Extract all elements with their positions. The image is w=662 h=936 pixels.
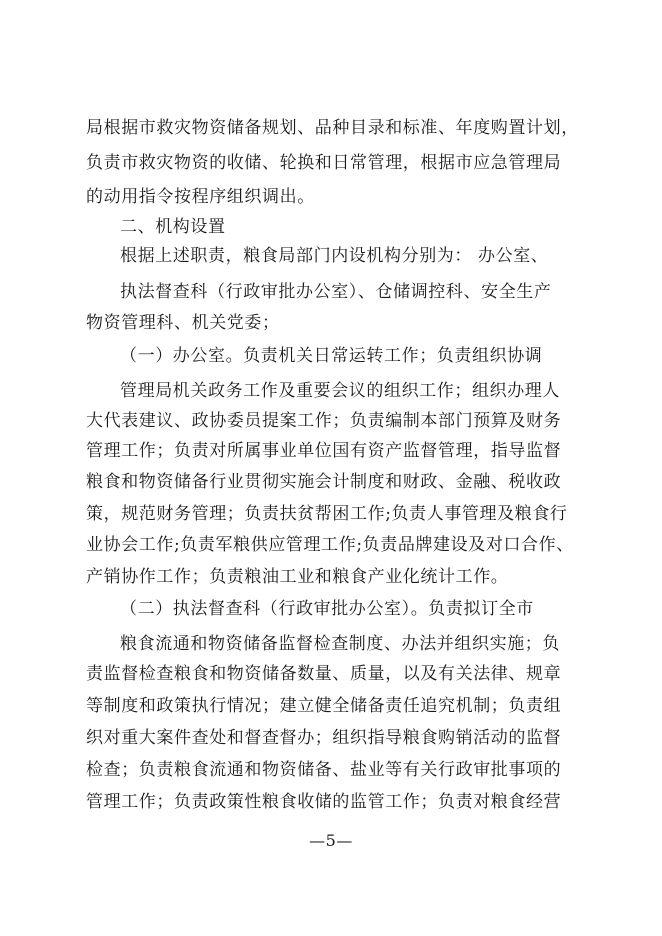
- body-text-line: 粮食流通和物资储备监督检查制度、办法并组织实施；负: [120, 634, 560, 654]
- body-text-line: 执法督查科（行政审批办公室）、仓储调控科、安全生产: [120, 282, 552, 302]
- subsection-heading: （二）执法督查科（行政审批办公室）。负责拟订全市: [120, 599, 534, 619]
- body-text-line: 管理工作；负责对所属事业单位国有资产监督管理，指导监督: [86, 441, 562, 461]
- section-heading: 二、机构设置: [120, 217, 226, 237]
- body-text-line: 织对重大案件查处和督查督办；组织指导粮食购销活动的监督: [86, 728, 562, 748]
- body-text-line: 局根据市救灾物资储备规划、品种目录和标准、年度购置计划，: [86, 118, 579, 138]
- body-text-line: 责监督检查粮食和物资储备数量、质量，以及有关法律、规章: [86, 664, 562, 684]
- body-text-line: 物资管理科、机关党委；: [86, 313, 280, 333]
- body-text-line: 管理局机关政务工作及重要会议的组织工作；组织办理人: [120, 381, 560, 401]
- body-text-line: 产销协作工作；负责粮油工业和粮食产业化统计工作。: [86, 567, 509, 587]
- body-text-line: 等制度和政策执行情况；建立健全储备责任追究机制；负责组: [86, 696, 562, 716]
- subsection-heading: （一）办公室。负责机关日常运转工作；负责组织协调: [120, 346, 543, 366]
- body-text-line: 策，规范财务管理；负责扶贫帮困工作;负责人事管理及粮食行: [86, 504, 568, 524]
- body-text-line: 检查；负责粮食流通和物资储备、盐业等有关行政审批事项的: [86, 760, 562, 780]
- body-text-line: 管理工作；负责政策性粮食收储的监管工作；负责对粮食经营: [86, 792, 562, 812]
- page-number: —5—: [309, 831, 353, 850]
- body-text-line: 业协会工作;负责军粮供应管理工作;负责品牌建设及对口合作、: [86, 535, 574, 555]
- body-text-line: 的动用指令按程序组织调出。: [86, 187, 315, 207]
- body-text-line: 大代表建议、政协委员提案工作；负责编制本部门预算及财务: [86, 411, 562, 431]
- body-text-line: 根据上述职责，粮食局部门内设机构分别为： 办公室、: [120, 246, 549, 266]
- body-text-line: 粮食和物资储备行业贯彻实施会计制度和财政、金融、税收政: [86, 472, 562, 492]
- body-text-line: 负责市救灾物资的收储、轮换和日常管理，根据市应急管理局: [86, 153, 562, 173]
